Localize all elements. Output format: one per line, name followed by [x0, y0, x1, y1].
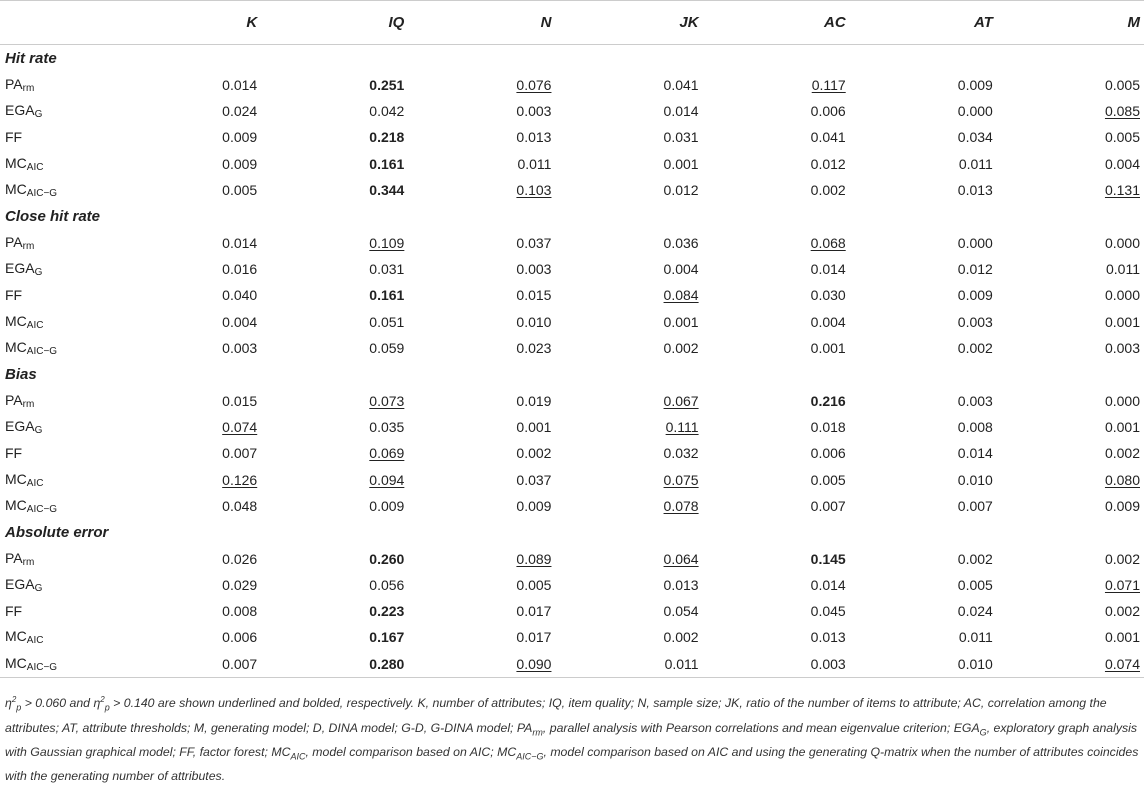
table-cell: 0.000	[957, 103, 993, 120]
table-cell: 0.013	[663, 577, 699, 594]
table-cell: 0.004	[663, 261, 699, 278]
method-label: $PA_{rm}$	[5, 391, 35, 410]
table-cell: 0.000	[1104, 392, 1140, 409]
table-cell: 0.012	[810, 155, 846, 172]
table-cell: 0.014	[222, 235, 258, 252]
table-cell: 0.034	[957, 129, 993, 146]
table-cell: 0.002	[663, 629, 699, 646]
table-cell: 0.024	[957, 603, 993, 620]
table-cell: 0.059	[369, 339, 405, 356]
table-cell: 0.126	[222, 471, 258, 488]
method-label: $MC_{AIC}$	[5, 312, 44, 331]
table-cell: 0.167	[369, 629, 405, 646]
table-cell: 0.002	[957, 339, 993, 356]
table-cell: 0.006	[810, 445, 846, 462]
method-label: $MC_{AIC-G}$	[5, 180, 58, 199]
method-label: FF	[5, 445, 23, 462]
table-cell: 0.008	[222, 603, 258, 620]
table-cell: 0.002	[1104, 603, 1140, 620]
section-title: Absolute error	[5, 523, 109, 541]
table-cell: 0.012	[663, 181, 699, 198]
section-header-row	[0, 519, 1144, 546]
table-cell: 0.010	[516, 313, 552, 330]
table-cell: 0.005	[222, 181, 258, 198]
column-header-m: M	[997, 1, 1144, 45]
method-label: $MC_{AIC-G}$	[5, 338, 58, 357]
table-cell: 0.037	[516, 471, 552, 488]
table-header-row	[0, 1, 1144, 45]
table-cell: 0.010	[850, 651, 997, 678]
section-header-row	[0, 45, 1144, 73]
table-cell: 0.041	[663, 77, 699, 94]
table-cell: 0.006	[222, 629, 258, 646]
section-title: Close hit rate	[5, 207, 101, 225]
table-cell: 0.009	[222, 129, 258, 146]
table-cell: 0.008	[957, 419, 993, 436]
table-row	[0, 98, 1144, 124]
table-cell: 0.161	[369, 287, 405, 304]
table-cell: 0.074	[222, 419, 258, 436]
table-cell: 0.048	[222, 497, 258, 514]
method-label: $MC_{AIC}$	[5, 470, 44, 489]
table-cell: 0.002	[810, 181, 846, 198]
table-cell: 0.005	[516, 577, 552, 594]
method-label: $EGA_G$	[5, 260, 43, 279]
table-cell: 0.260	[369, 550, 405, 567]
table-cell: 0.007	[114, 651, 261, 678]
table-row	[0, 624, 1144, 650]
method-label: $MC_{AIC-G}$	[5, 496, 58, 515]
table-cell: 0.109	[369, 235, 405, 252]
table-cell: 0.031	[663, 129, 699, 146]
table-cell: 0.280	[261, 651, 408, 678]
table-cell: 0.001	[810, 339, 846, 356]
table-cell: 0.019	[516, 392, 552, 409]
table-cell: 0.012	[957, 261, 993, 278]
table-cell: 0.036	[663, 235, 699, 252]
table-cell: 0.216	[810, 392, 846, 409]
table-row	[0, 72, 1144, 98]
table-cell: 0.000	[1104, 235, 1140, 252]
table-cell: 0.030	[810, 287, 846, 304]
table-cell: 0.024	[222, 103, 258, 120]
table-row	[0, 335, 1144, 361]
table-cell: 0.085	[1104, 103, 1140, 120]
method-label: $PA_{rm}$	[5, 76, 35, 95]
table-cell: 0.037	[516, 235, 552, 252]
table-cell: 0.071	[1104, 577, 1140, 594]
table-cell: 0.003	[516, 103, 552, 120]
table-cell: 0.013	[810, 629, 846, 646]
table-cell: 0.015	[222, 392, 258, 409]
footnote-text: > 0.060 and	[21, 696, 94, 711]
table-cell: 0.032	[663, 445, 699, 462]
section-title: Hit rate	[5, 50, 57, 67]
footnote-text: , model comparison based on AIC and using the generating Q-matrix when the number of attributes coincides with the generating number of attributes.	[5, 745, 1139, 784]
table-cell: 0.009	[369, 497, 405, 514]
table-cell: 0.042	[369, 103, 405, 120]
table-cell: 0.007	[222, 445, 258, 462]
table-footnote	[5, 690, 1139, 786]
table-cell: 0.006	[810, 103, 846, 120]
table-cell: 0.040	[222, 287, 258, 304]
method-label: $EGA_G$	[5, 418, 43, 437]
table-cell: 0.002	[663, 339, 699, 356]
table-cell: 0.007	[810, 497, 846, 514]
table-row	[0, 309, 1144, 335]
table-cell: 0.111	[665, 419, 699, 436]
eta-symbol: $\eta^2_p$	[5, 695, 22, 713]
table-cell: 0.344	[369, 181, 405, 198]
table-cell: 0.002	[957, 550, 993, 567]
column-header-jk: JK	[555, 1, 702, 45]
table-cell: 0.045	[810, 603, 846, 620]
table-cell: 0.000	[1104, 287, 1140, 304]
section-title: Bias	[5, 365, 37, 383]
table-cell: 0.051	[369, 313, 405, 330]
table-row	[0, 388, 1144, 414]
table-cell: 0.017	[516, 603, 552, 620]
table-cell: 0.089	[516, 550, 552, 567]
table-cell: 0.001	[1104, 313, 1140, 330]
table-cell: 0.011	[555, 651, 702, 678]
footnote-text: , exploratory graph analysis with Gaussian graphical model; FF, factor forest;	[5, 720, 1138, 759]
method-label: $PA_{rm}$	[5, 234, 35, 253]
table-cell: 0.016	[222, 261, 258, 278]
table-row	[0, 282, 1144, 308]
table-cell: 0.029	[222, 577, 258, 594]
column-header-ac: AC	[703, 1, 850, 45]
table-cell: 0.014	[810, 261, 846, 278]
table-row	[0, 440, 1144, 466]
table-cell: 0.131	[1104, 181, 1140, 198]
table-cell: 0.009	[1104, 497, 1140, 514]
table-cell: 0.009	[957, 77, 993, 94]
table-cell: 0.145	[810, 550, 846, 567]
table-cell: 0.069	[369, 445, 405, 462]
table-cell: 0.073	[369, 392, 405, 409]
table-cell: 0.009	[222, 155, 258, 172]
table-row	[0, 256, 1144, 282]
table-cell: 0.251	[369, 77, 405, 94]
table-cell: 0.094	[369, 471, 405, 488]
footnote-text: , model comparison based on AIC;	[305, 745, 498, 759]
table-cell: 0.005	[957, 577, 993, 594]
footnote-text: > 0.140 are shown underlined and bolded, respectively. K, number of attributes; IQ, item quality; N, sample size; JK, ratio of the number of items to attribute; AC, correlation among the attributes; AT, attribute thresholds; M, generating model; D, DINA model; G-D, G-DINA model;	[5, 696, 1107, 735]
method-label: $EGA_G$	[5, 102, 43, 121]
table-cell: 0.001	[1104, 629, 1140, 646]
table-cell: 0.023	[516, 339, 552, 356]
table-cell: 0.010	[957, 471, 993, 488]
eta-symbol: $\eta^2_p$	[93, 695, 110, 713]
table-row	[0, 151, 1144, 177]
table-cell: 0.078	[663, 497, 699, 514]
table-cell: 0.013	[957, 181, 993, 198]
table-cell: 0.003	[1104, 339, 1140, 356]
table-cell: 0.075	[663, 471, 699, 488]
table-cell: 0.076	[516, 77, 552, 94]
table-cell: 0.002	[1104, 550, 1140, 567]
footnote-abbrev: $EGA_G$	[953, 720, 987, 737]
table-cell: 0.003	[957, 392, 993, 409]
table-cell: 0.004	[810, 313, 846, 330]
table-cell: 0.080	[1104, 471, 1140, 488]
method-label: $MC_{AIC}$	[5, 154, 44, 173]
table-cell: 0.009	[957, 287, 993, 304]
table-cell: 0.001	[516, 419, 552, 436]
table-row	[0, 177, 1144, 203]
column-header	[0, 1, 114, 45]
table-cell: 0.004	[1104, 155, 1140, 172]
table-cell: 0.009	[516, 497, 552, 514]
table-row	[0, 230, 1144, 256]
column-header-at: AT	[850, 1, 997, 45]
table-cell: 0.004	[222, 313, 258, 330]
table-cell: 0.001	[663, 313, 699, 330]
column-header-iq: IQ	[261, 1, 408, 45]
method-label: FF	[5, 287, 23, 304]
footnote-abbrev: $MC_{AIC}$	[271, 745, 306, 762]
table-cell: 0.001	[663, 155, 699, 172]
table-cell: 0.014	[222, 77, 258, 94]
table-cell: 0.084	[663, 287, 699, 304]
table-row	[0, 414, 1144, 440]
table-cell: 0.068	[810, 235, 846, 252]
section-header-row	[0, 203, 1144, 230]
table-cell: 0.011	[517, 155, 552, 172]
table-cell: 0.002	[516, 445, 552, 462]
table-cell: 0.005	[1104, 77, 1140, 94]
table-cell: 0.011	[958, 155, 993, 172]
table-cell: 0.041	[810, 129, 846, 146]
table-cell: 0.056	[369, 577, 405, 594]
table-cell: 0.003	[957, 313, 993, 330]
table-row	[0, 651, 1144, 678]
table-cell: 0.003	[222, 339, 258, 356]
table-row	[0, 598, 1144, 624]
table-cell: 0.011	[1106, 261, 1140, 278]
table-cell: 0.064	[663, 550, 699, 567]
table-body	[0, 45, 1144, 678]
table-cell: 0.002	[1104, 445, 1140, 462]
table-row	[0, 124, 1144, 150]
table-cell: 0.031	[369, 261, 405, 278]
table-cell: 0.090	[408, 651, 555, 678]
table-cell: 0.000	[957, 235, 993, 252]
table-cell: 0.074	[997, 651, 1144, 678]
footnote-abbrev: $PA_{rm}$	[516, 720, 543, 737]
table-cell: 0.014	[957, 445, 993, 462]
table-cell: 0.013	[516, 129, 552, 146]
table-cell: 0.054	[663, 603, 699, 620]
table-row	[0, 572, 1144, 598]
table-cell: 0.218	[369, 129, 405, 146]
table-cell: 0.223	[369, 603, 405, 620]
table-cell: 0.001	[1104, 419, 1140, 436]
table-cell: 0.117	[811, 77, 846, 94]
method-label: FF	[5, 603, 23, 620]
table-cell: 0.011	[958, 629, 993, 646]
table-cell: 0.035	[369, 419, 405, 436]
table-cell: 0.067	[663, 392, 699, 409]
section-header-row	[0, 361, 1144, 388]
table-cell: 0.014	[663, 103, 699, 120]
table-cell: 0.103	[516, 181, 552, 198]
table-cell: 0.015	[516, 287, 552, 304]
table-cell: 0.003	[516, 261, 552, 278]
table-cell: 0.017	[516, 629, 552, 646]
column-header-k: K	[114, 1, 261, 45]
table-cell: 0.007	[957, 497, 993, 514]
table-row	[0, 546, 1144, 572]
table-cell: 0.005	[810, 471, 846, 488]
table-cell: 0.005	[1104, 129, 1140, 146]
method-label: $MC_{AIC}$	[5, 628, 44, 647]
column-header-n: N	[408, 1, 555, 45]
footnote-text: , parallel analysis with Pearson correlations and mean eigenvalue criterion;	[542, 720, 954, 735]
method-label: $PA_{rm}$	[5, 549, 35, 568]
method-label: $MC_{AIC-G}$	[0, 651, 114, 678]
method-label: $EGA_G$	[5, 576, 43, 595]
table-cell: 0.014	[810, 577, 846, 594]
table-cell: 0.161	[369, 155, 405, 172]
table-cell: 0.026	[222, 550, 258, 567]
method-label: FF	[5, 129, 23, 146]
table-row	[0, 466, 1144, 492]
footnote-abbrev: $MC_{AIC-G}$	[497, 745, 544, 762]
table-cell: 0.003	[703, 651, 850, 678]
table-cell: 0.018	[810, 419, 846, 436]
table-row	[0, 493, 1144, 519]
